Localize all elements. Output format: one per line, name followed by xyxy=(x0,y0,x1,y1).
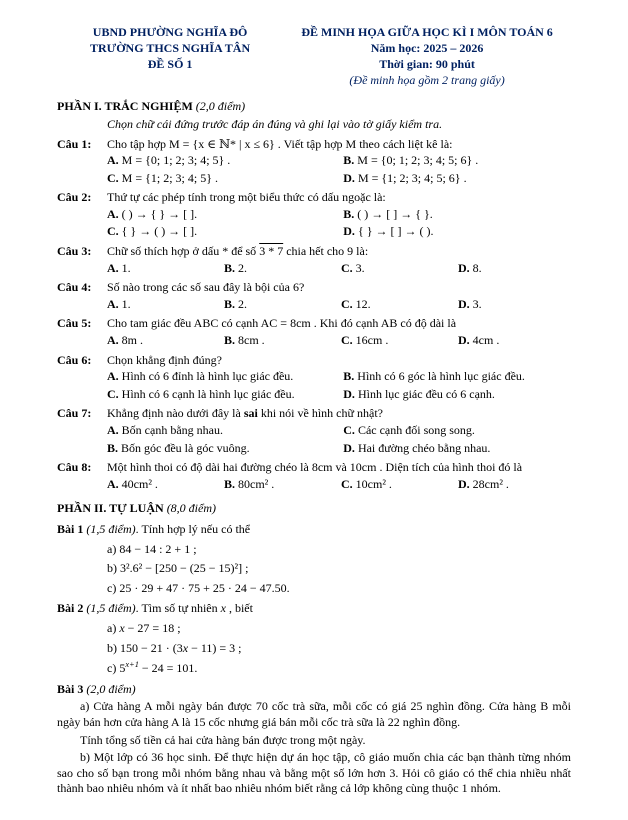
option-letter: A. xyxy=(107,296,119,311)
answer-option xyxy=(107,171,339,187)
text-segment: b) Một lớp có 36 học sinh. Để thực hiện dự án học tập, cô giáo muốn chia các bạn thành từng nhóm sao cho số bạn trong mỗi nhóm bằng nhau và bằng một số lớn hơn 3. Hỏi cô giáo có thể chia nhiều nhất thành bao nhiêu nhóm và ít nhất bao nhiêu nhóm biết rằng cả lớp không cùng thuộc 1 nhóm. xyxy=(57,750,571,796)
option-text xyxy=(356,297,371,311)
option-letter: A. xyxy=(107,369,119,384)
text-segment: Hình lục giác đều có 6 cạnh. xyxy=(357,386,495,401)
text-segment: sai xyxy=(243,406,258,421)
option-letter: D. xyxy=(458,333,470,348)
text-segment: Bài 2 xyxy=(57,601,87,616)
text-segment: x+1 xyxy=(125,660,139,670)
option-letter: D. xyxy=(343,224,355,239)
exam-title: ĐỀ MINH HỌA GIỮA HỌC KÌ I MÔN TOÁN 6 xyxy=(301,25,553,39)
text-segment: c) 25 · 29 + 47 · 75 + 25 · 24 − 47.50. xyxy=(107,580,290,595)
option-letter: D. xyxy=(458,260,470,275)
text-segment: M = {0; 1; 2; 3; 4; 5} . xyxy=(121,153,231,168)
text-segment: (1,5 điểm) xyxy=(86,601,136,616)
answer-options xyxy=(107,207,571,240)
option-letter: D. xyxy=(343,386,355,401)
answer-option xyxy=(224,261,337,277)
text-segment: . Tìm số tự nhiên xyxy=(135,601,221,616)
question-label: Câu 1: xyxy=(57,136,92,151)
text-segment: Hình có 6 góc là hình lục giác đều. xyxy=(357,369,525,384)
option-text xyxy=(122,477,158,491)
question-head xyxy=(57,137,571,153)
text-segment: a) Cửa hàng A mỗi ngày bán được 70 cốc trà sữa, mỗi cốc có giá 25 nghìn đồng. Cửa hàng B mỗi ngày bán hơn cửa hàng A là 15 cốc nhưng giá bán mỗi cốc trà sữa là 22 nghìn đồng. xyxy=(57,699,571,729)
answer-option xyxy=(343,153,571,169)
option-text xyxy=(122,224,198,238)
text-segment: c) 5 xyxy=(107,661,126,676)
text-segment: Hình có 6 đỉnh là hình lục giác đều. xyxy=(121,369,294,384)
option-text xyxy=(122,333,143,347)
exercise-paragraph xyxy=(57,733,571,749)
exercise-paragraph xyxy=(57,699,571,730)
answer-option xyxy=(107,297,220,313)
question-head xyxy=(57,316,571,332)
option-letter: B. xyxy=(343,369,355,384)
question-label: Câu 3: xyxy=(57,244,92,259)
document-header xyxy=(57,24,571,88)
text-segment: Các cạnh đối song song. xyxy=(357,423,475,437)
option-text xyxy=(358,441,490,455)
option-text xyxy=(121,441,250,455)
text-segment: 2. xyxy=(238,260,248,275)
question-label: Câu 2: xyxy=(57,190,92,205)
text-segment: 2. xyxy=(238,296,248,311)
text-segment: b) 150 − 21 · (3 xyxy=(107,640,183,655)
text-segment: x xyxy=(182,640,189,655)
option-text xyxy=(357,369,525,383)
question xyxy=(57,316,571,348)
text-segment: x xyxy=(119,620,125,635)
answer-options xyxy=(107,477,571,493)
text-segment: 8. xyxy=(472,260,482,275)
text-segment: Hình có 6 cạnh là hình lục giác đều. xyxy=(121,386,295,401)
option-letter: A. xyxy=(107,206,119,221)
option-letter: D. xyxy=(343,170,355,185)
option-text xyxy=(473,477,509,491)
text-segment: 3. xyxy=(472,296,482,311)
answer-option xyxy=(341,261,454,277)
part1-instruction: Chọn chữ cái đứng trước đáp án đúng và ghi lại vào tờ giấy kiểm tra. xyxy=(107,116,443,131)
question xyxy=(57,406,571,456)
exercise-item xyxy=(107,641,571,657)
answer-option xyxy=(107,387,339,403)
option-text xyxy=(356,477,392,491)
option-text xyxy=(122,297,131,311)
answer-option xyxy=(107,369,339,385)
question-text xyxy=(107,137,571,153)
answer-option xyxy=(343,387,571,403)
option-text xyxy=(473,261,482,275)
question-label: Câu 5: xyxy=(57,316,92,331)
text-segment: 8m . xyxy=(121,333,144,348)
option-letter: C. xyxy=(107,386,119,401)
text-segment: Bài 3 xyxy=(57,681,87,696)
exercise-item xyxy=(107,621,571,637)
option-text xyxy=(122,369,294,383)
answer-option xyxy=(458,333,571,349)
part1-title-points: (2,0 điểm) xyxy=(192,99,246,114)
question-text xyxy=(107,353,571,369)
text-segment: 8cm . xyxy=(238,333,265,348)
question-label: Câu 4: xyxy=(57,280,92,295)
option-letter: C. xyxy=(107,224,119,239)
text-segment: 1. xyxy=(121,260,131,275)
text-segment: Cho tam giác đều ABC có cạnh AC = 8cm . Khi đó cạnh AB có độ dài là xyxy=(107,316,457,331)
option-letter: B. xyxy=(107,440,119,455)
exercise-heading xyxy=(57,522,571,538)
answer-option xyxy=(343,423,571,439)
question xyxy=(57,460,571,492)
option-letter: C. xyxy=(341,296,353,311)
option-text xyxy=(238,261,247,275)
question-text xyxy=(107,280,571,296)
part2-sections xyxy=(57,522,571,797)
answer-option xyxy=(107,477,220,493)
question-text xyxy=(107,244,571,260)
option-letter: B. xyxy=(224,476,236,491)
part2-title-text: PHẦN II. TỰ LUẬN xyxy=(57,501,164,516)
text-segment: 40cm² . xyxy=(121,476,158,491)
text-segment: . Tính hợp lý nếu có thể xyxy=(135,521,251,536)
question-text xyxy=(107,190,571,206)
answer-option xyxy=(458,297,571,313)
option-letter: A. xyxy=(107,153,119,168)
option-text xyxy=(358,423,475,437)
answer-option xyxy=(224,477,337,493)
answer-option xyxy=(458,477,571,493)
answer-option xyxy=(458,261,571,277)
question-head xyxy=(57,460,571,476)
question-head xyxy=(57,406,571,422)
text-segment: Thứ tự các phép tính trong một biểu thức có dấu ngoặc là: xyxy=(107,190,386,205)
exercise-item xyxy=(107,660,571,677)
text-segment: b) 3².6² − [250 − (25 − 15)²] ; xyxy=(107,561,249,576)
option-letter: B. xyxy=(224,333,236,348)
option-letter: C. xyxy=(341,333,353,348)
answer-option xyxy=(224,297,337,313)
text-segment: 80cm² . xyxy=(238,476,275,491)
text-segment: { } → ( ) → [ ]. xyxy=(121,224,198,239)
text-segment: a) 84 − 14 : 2 + 1 ; xyxy=(107,541,197,556)
option-letter: B. xyxy=(224,260,236,275)
answer-options xyxy=(107,423,571,456)
answer-options xyxy=(107,333,571,349)
question-label: Câu 6: xyxy=(57,352,92,367)
option-text xyxy=(122,423,223,437)
header-school-name: TRƯỜNG THCS NGHĨA TÂN xyxy=(90,41,251,56)
exercise-item xyxy=(107,561,571,577)
text-segment: 3. xyxy=(355,260,365,275)
part1-title xyxy=(57,99,571,115)
answer-option xyxy=(341,297,454,313)
text-segment: Cho tập hợp M = {x ∈ ℕ* | x ≤ 6} . Viết tập hợp M theo cách liệt kê là: xyxy=(107,136,453,151)
exercise xyxy=(57,522,571,596)
answer-option xyxy=(341,477,454,493)
answer-option xyxy=(107,224,339,240)
option-text xyxy=(356,261,365,275)
text-segment: 4cm . xyxy=(472,333,500,348)
exam-page-note: (Đề minh họa gồm 2 trang giấy) xyxy=(349,73,505,88)
answer-options xyxy=(107,261,571,277)
option-text xyxy=(238,477,274,491)
text-segment: M = {1; 2; 3; 4; 5} . xyxy=(121,170,218,185)
text-segment: ( ) → { } → [ ]. xyxy=(121,206,198,221)
question-head xyxy=(57,280,571,296)
answer-options xyxy=(107,369,571,402)
answer-option xyxy=(341,333,454,349)
option-letter: D. xyxy=(343,440,355,455)
option-text xyxy=(357,207,433,221)
answer-option xyxy=(107,423,339,439)
answer-options xyxy=(107,297,571,313)
question-text xyxy=(107,406,571,422)
text-segment: khi nói về hình chữ nhật? xyxy=(257,406,383,421)
part2-title xyxy=(57,501,571,517)
option-letter: A. xyxy=(107,260,119,275)
answer-option xyxy=(107,153,339,169)
text-segment: x xyxy=(220,601,226,616)
option-text xyxy=(473,333,500,347)
text-segment: (2,0 điểm) xyxy=(86,681,136,696)
exam-duration: Thời gian: 90 phút xyxy=(379,57,475,72)
text-segment: 28cm² . xyxy=(472,476,509,491)
option-letter: B. xyxy=(224,296,236,311)
text-segment: Một hình thoi có độ dài hai đường chéo là 8cm và 10cm . Diện tích của hình thoi đó là xyxy=(107,460,523,475)
text-segment: 10cm² . xyxy=(355,476,392,491)
option-text xyxy=(122,207,198,221)
option-text xyxy=(358,171,467,185)
part1-title-text: PHẦN I. TRẮC NGHIỆM xyxy=(57,99,193,114)
question xyxy=(57,353,571,403)
text-segment: M = {0; 1; 2; 3; 4; 5; 6} . xyxy=(357,153,479,168)
text-segment: − 11) = 3 ; xyxy=(188,640,242,655)
text-segment: Hai đường chéo bằng nhau. xyxy=(357,440,491,455)
option-letter: B. xyxy=(343,153,355,168)
option-text xyxy=(238,333,265,347)
exercise-heading xyxy=(57,601,571,617)
answer-option xyxy=(107,333,220,349)
answer-option xyxy=(343,441,571,457)
answer-option xyxy=(343,207,571,223)
text-segment: Tính tổng số tiền cả hai cửa hàng bán được trong một ngày. xyxy=(80,732,366,747)
option-text xyxy=(122,387,295,401)
question xyxy=(57,190,571,240)
option-letter: A. xyxy=(107,423,119,437)
answer-option xyxy=(107,207,339,223)
option-text xyxy=(122,153,231,167)
option-letter: D. xyxy=(458,476,470,491)
part2-title-points: (8,0 điểm) xyxy=(163,501,217,516)
question xyxy=(57,280,571,312)
answer-option xyxy=(343,369,571,385)
option-letter: A. xyxy=(107,333,119,348)
text-segment: Chữ số thích hợp ở dấu * để số xyxy=(107,244,260,259)
question xyxy=(57,244,571,276)
header-exam-block xyxy=(283,24,571,88)
option-letter: C. xyxy=(341,260,353,275)
text-segment: (1,5 điểm) xyxy=(86,521,136,536)
text-segment: 3 * 7 xyxy=(259,244,284,259)
text-segment: Bốn cạnh bằng nhau. xyxy=(121,423,223,437)
option-letter: A. xyxy=(107,476,119,491)
text-segment: Bốn góc đều là góc vuông. xyxy=(121,440,250,455)
option-text xyxy=(357,153,478,167)
exercise xyxy=(57,682,571,797)
text-segment: Khẳng định nào dưới đây là xyxy=(107,406,244,421)
option-text xyxy=(358,224,434,238)
text-segment: chia hết cho 9 là: xyxy=(283,244,369,259)
option-text xyxy=(122,171,218,185)
part1-section xyxy=(57,99,571,492)
answer-option xyxy=(107,441,339,457)
text-segment: Bài 1 xyxy=(57,521,87,536)
option-text xyxy=(473,297,482,311)
answer-option xyxy=(224,333,337,349)
answer-option xyxy=(343,171,571,187)
question-text xyxy=(107,316,571,332)
question-head xyxy=(57,244,571,260)
option-text xyxy=(356,333,389,347)
option-text xyxy=(358,387,495,401)
text-segment: 1. xyxy=(121,296,131,311)
text-segment: 12. xyxy=(355,296,371,311)
option-letter: D. xyxy=(458,296,470,311)
exercise-heading xyxy=(57,682,571,698)
option-letter: C. xyxy=(107,170,119,185)
header-authority: UBND PHƯỜNG NGHĨA ĐÔ xyxy=(92,25,248,39)
header-exam-code: ĐỀ SỐ 1 xyxy=(147,57,193,72)
question-head xyxy=(57,353,571,369)
answer-options xyxy=(107,153,571,186)
answer-option xyxy=(107,261,220,277)
question-head xyxy=(57,190,571,206)
option-letter: B. xyxy=(343,206,355,221)
text-segment: 16cm . xyxy=(355,333,389,348)
text-segment: − 24 = 101. xyxy=(138,661,198,676)
text-segment: a) xyxy=(107,620,120,635)
answer-option xyxy=(343,224,571,240)
exercise xyxy=(57,601,571,676)
option-text xyxy=(238,297,247,311)
school-year: Năm học: 2025 – 2026 xyxy=(370,41,484,56)
option-text xyxy=(122,261,131,275)
part1-questions xyxy=(57,137,571,493)
option-letter: C. xyxy=(343,423,355,437)
text-segment: − 27 = 18 ; xyxy=(124,620,181,635)
question-label: Câu 8: xyxy=(57,460,92,475)
question-text xyxy=(107,460,571,476)
text-segment: , biết xyxy=(225,601,253,616)
exercise-paragraph xyxy=(57,750,571,797)
exercise-item xyxy=(107,581,571,597)
question-label: Câu 7: xyxy=(57,406,92,421)
exercise-item xyxy=(107,542,571,558)
text-segment: Chọn khẳng định đúng? xyxy=(107,352,222,367)
question xyxy=(57,137,571,187)
header-school-block xyxy=(57,24,283,88)
text-segment: M = {1; 2; 3; 4; 5; 6} . xyxy=(357,170,467,185)
option-letter: C. xyxy=(341,476,353,491)
part2-section xyxy=(57,501,571,797)
text-segment: { } → [ ] → ( ). xyxy=(357,224,434,239)
text-segment: Số nào trong các số sau đây là bội của 6? xyxy=(107,280,305,295)
text-segment: ( ) → [ ] → { }. xyxy=(357,206,433,221)
